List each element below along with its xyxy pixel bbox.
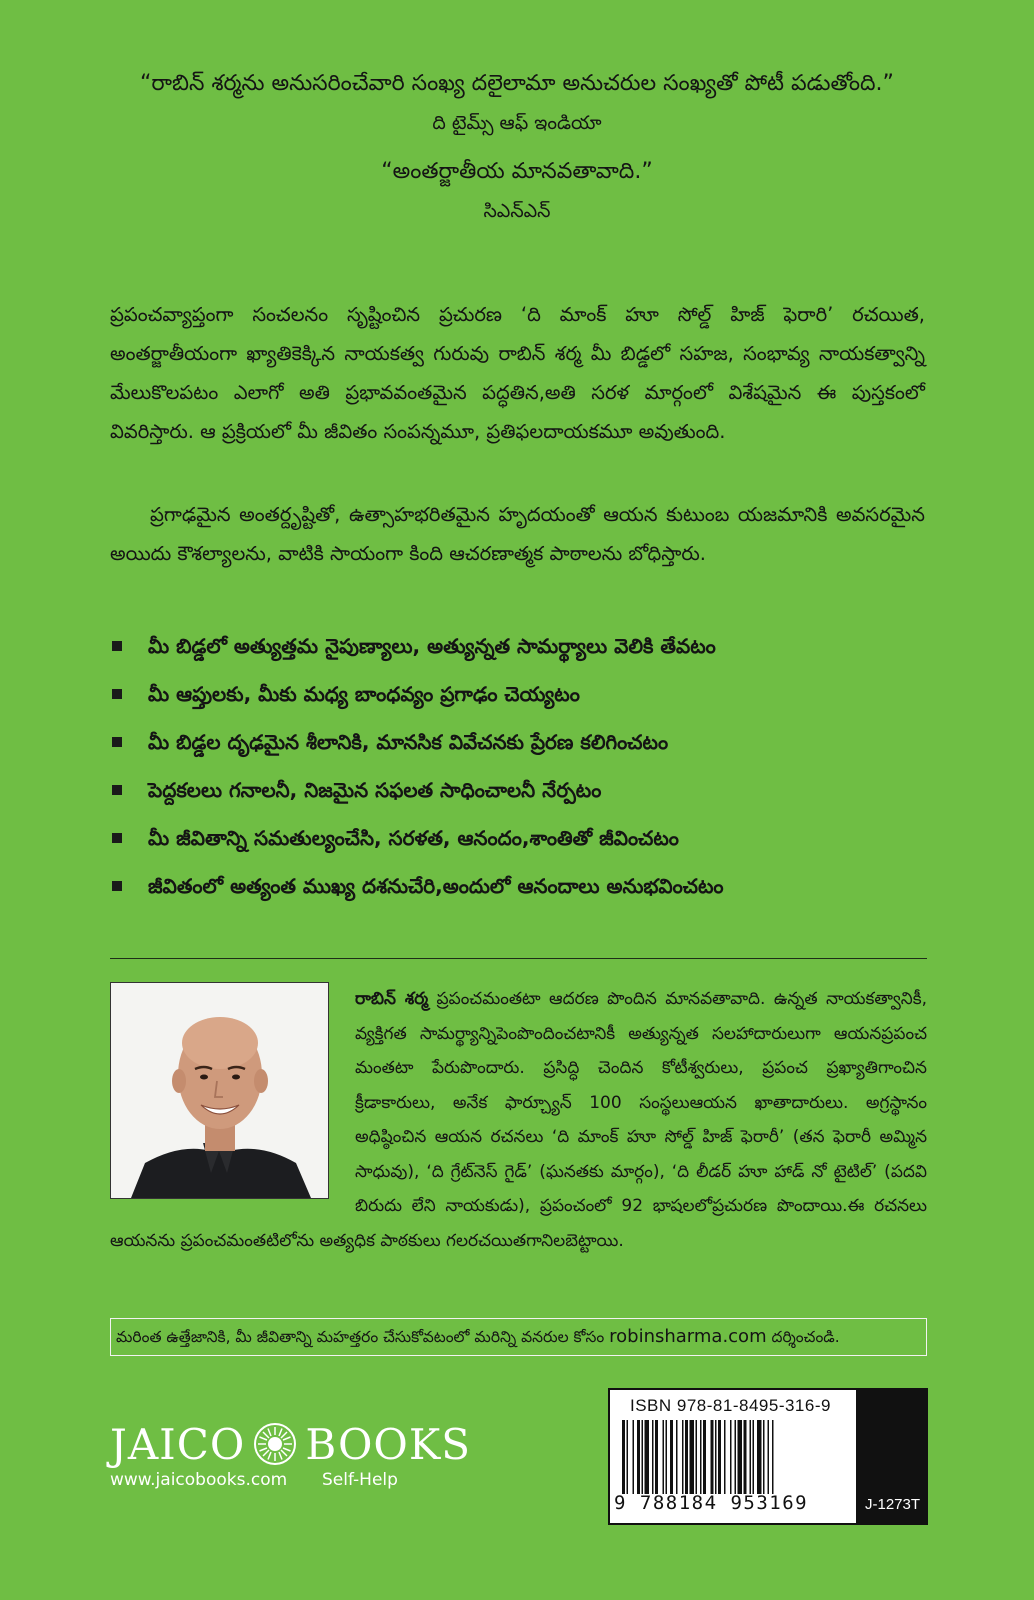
barcode-bar xyxy=(768,1420,770,1494)
lesson-item xyxy=(110,625,925,673)
quote-text-1: “రాబిన్ శర్మను అనుసరించేవారి సంఖ్య దలైలామా అనుచరుల సంఖ్యతో పోటీ పడుతోంది.” xyxy=(140,71,894,96)
lesson-text: జీవితంలో అత్యంత ముఖ్య దశనుచేరి,అందులో ఆనందాలు అనుభవించటం xyxy=(148,874,724,898)
lesson-item xyxy=(110,769,925,817)
barcode-bar xyxy=(772,1420,774,1494)
barcode-bar xyxy=(711,1420,714,1494)
barcode-panel xyxy=(608,1388,928,1525)
barcode-bar xyxy=(738,1420,743,1494)
lesson-text: పెద్దకలలు గనాలనీ, నిజమైన సఫలత సాధించాలనీ నేర్పటం xyxy=(148,778,602,802)
lesson-item xyxy=(110,721,925,769)
section-divider xyxy=(110,958,927,959)
author-name: రాబిన్ శర్మ xyxy=(355,989,429,1009)
barcode-bars xyxy=(622,1420,844,1494)
lessons-list xyxy=(110,625,925,913)
barcode-bar xyxy=(730,1420,732,1494)
square-bullet-icon xyxy=(112,833,122,843)
barcode-bar xyxy=(676,1420,678,1494)
barcode-bar xyxy=(744,1420,747,1494)
lesson-item xyxy=(110,817,925,865)
barcode-bar xyxy=(682,1420,684,1494)
barcode-bar xyxy=(750,1420,752,1494)
author-bio-text: ప్రపంచమంతటా ఆదరణ పొందిన మానవతావాది. ఉన్నత నాయకత్వానికీ, వ్యక్తిగత సామర్థ్యాన్నిపెంపొందించటానికీ అత్యున్నత సలహాదారులుగా ఆయనప్రపంచ మంతటా పేరుపొందారు. ప్రసిద్ధి చెందిన కోటీశ్వరులు, ప్రపంచ ప్రఖ్యాతిగాంచిన క్రీడాకారులు, అనేక ఫార్చ్యూన్ 100 సంస్థలుఆయన ఖాతాదారులు. అగ్రస్థానం అధిష్ఠించిన ఆయన రచనలు ‘ది మాంక్ హూ సోల్డ్ హిజ్ ఫెరారీ’ (తన ఫెరారీ అమ్మిన సాధువు), ‘ది గ్రేట్‌నెస్ గైడ్’ (ఘనతకు మార్గం), ‘ది లీడర్ హూ హాడ్ నో టైటిల్’ (పదవి బిరుదు లేని నాయకుడు), ప్రపంచంలో 92 భాషలలోప్రచురణ పొందాయి.ఈ రచనలు ఆయనను ప్రపంచమంతటిలోను అత్యధిక పాఠకులు గలరచయితగానిలబెట్టాయి. xyxy=(110,989,928,1251)
publisher-name-right: BOOKS xyxy=(305,1419,471,1469)
lesson-text: మీ ఆప్తులకు, మీకు మధ్య బాంధవ్యం ప్రగాఢం చెయ్యటం xyxy=(148,682,580,706)
barcode-bar xyxy=(763,1420,765,1494)
website-note xyxy=(110,1318,927,1356)
barcode-bar xyxy=(652,1420,654,1494)
sun-emblem-icon xyxy=(253,1422,297,1466)
barcode-bar xyxy=(670,1420,673,1494)
square-bullet-icon xyxy=(112,881,122,891)
author-bio xyxy=(110,982,927,1258)
square-bullet-icon xyxy=(112,737,122,747)
barcode-bar xyxy=(690,1420,695,1494)
quotes-section xyxy=(0,68,1034,226)
barcode-bar xyxy=(753,1420,755,1494)
barcode-bar xyxy=(718,1420,721,1494)
quote-text-2: “అంతర్జాతీయ మానవతావాది.” xyxy=(381,159,653,184)
lesson-item xyxy=(110,673,925,721)
isbn-text: ISBN 978-81-8495-316-9 xyxy=(630,1396,831,1415)
square-bullet-icon xyxy=(112,689,122,699)
barcode-bar xyxy=(637,1420,640,1494)
barcode-bar xyxy=(715,1420,717,1494)
genre-label: Self-Help xyxy=(322,1470,398,1490)
barcode-bar xyxy=(655,1420,658,1494)
publisher-name-left: JAICO xyxy=(110,1419,246,1469)
square-bullet-icon xyxy=(112,785,122,795)
description-paragraph-2: ప్రగాఢమైన అంతర్దృష్టితో, ఉత్సాహభరితమైన హృదయంతో ఆయన కుటుంబ యజమానికి అవసరమైన అయిదు కౌశల్యాలను, వాటికి సాయంగా కింది ఆచరణాత్మక పాఠాలను బోధిస్తారు. xyxy=(110,503,925,565)
square-bullet-icon xyxy=(112,641,122,651)
barcode-bar xyxy=(633,1420,635,1494)
barcode-digits: 9 788184 953169 xyxy=(614,1492,809,1514)
lesson-item xyxy=(110,865,925,913)
barcode-bar xyxy=(685,1420,688,1494)
barcode-bar xyxy=(622,1420,625,1494)
lesson-text: మీ బిడ్డల దృఢమైన శీలానికి, మానసిక వివేచనకు ప్రేరణ కలిగించటం xyxy=(148,730,669,754)
lesson-text: మీ జీవితాన్ని సమతుల్యంచేసి, సరళత, ఆనందం,శాంతితో జీవించటం xyxy=(148,826,679,850)
product-code: J-1273T xyxy=(865,1496,921,1513)
barcode-bar xyxy=(666,1420,668,1494)
barcode-area xyxy=(610,1390,856,1523)
barcode-bar xyxy=(757,1420,762,1494)
quote-source-1: ది టైమ్స్ ఆఫ్ ఇండియా xyxy=(432,112,602,134)
barcode-bar xyxy=(645,1420,650,1494)
quote-source-2: సిఎన్ఎన్ xyxy=(483,200,551,222)
website-note-suffix: దర్శించండి. xyxy=(766,1328,840,1346)
barcode-bar xyxy=(696,1420,698,1494)
website-note-prefix: మరింత ఉత్తేజానికి, మీ జీవితాన్ని మహత్తరం చేసుకోవటంలో మరిన్ని వనరుల కోసం xyxy=(116,1328,610,1346)
barcode-bar xyxy=(663,1420,665,1494)
barcode-bar xyxy=(627,1420,629,1494)
publisher-website[interactable]: www.jaicobooks.com xyxy=(110,1470,288,1490)
barcode-bar xyxy=(735,1420,737,1494)
barcode-bar xyxy=(642,1420,644,1494)
barcode-bar xyxy=(724,1420,726,1494)
author-website-link[interactable]: robinsharma.com xyxy=(609,1326,767,1347)
barcode-bar xyxy=(700,1420,702,1494)
barcode-bar xyxy=(703,1420,706,1494)
description-paragraph-1: ప్రపంచవ్యాప్తంగా సంచలనం సృష్టించిన ప్రచురణ ‘ది మాంక్ హూ సోల్డ్ హిజ్ ఫెరారి’ రచయిత, అంతర్జాతీయంగా ఖ్యాతికెక్కిన నాయకత్వ గురువు రాబిన్ శర్మ మీ బిడ్డలో సహజ, సంభావ్య నాయకత్వాన్ని మేలుకొలపటం ఎలాగో అతి ప్రభావవంతమైన పద్ధతిన,అతి సరళ మార్గంలో విశేషమైన ఈ పుస్తకంలో వివరిస్తారు. ఆ ప్రక్రియలో మీ జీవితం సంపన్నమూ, ప్రతిఫలదాయకమూ అవుతుంది. xyxy=(110,303,925,443)
lesson-text: మీ బిడ్డలో అత్యుత్తమ నైపుణ్యాలు, అత్యున్నత సామర్థ్యాలు వెలికి తేవటం xyxy=(148,634,716,658)
publisher-logo xyxy=(110,1418,471,1470)
photo-space xyxy=(110,982,355,1207)
